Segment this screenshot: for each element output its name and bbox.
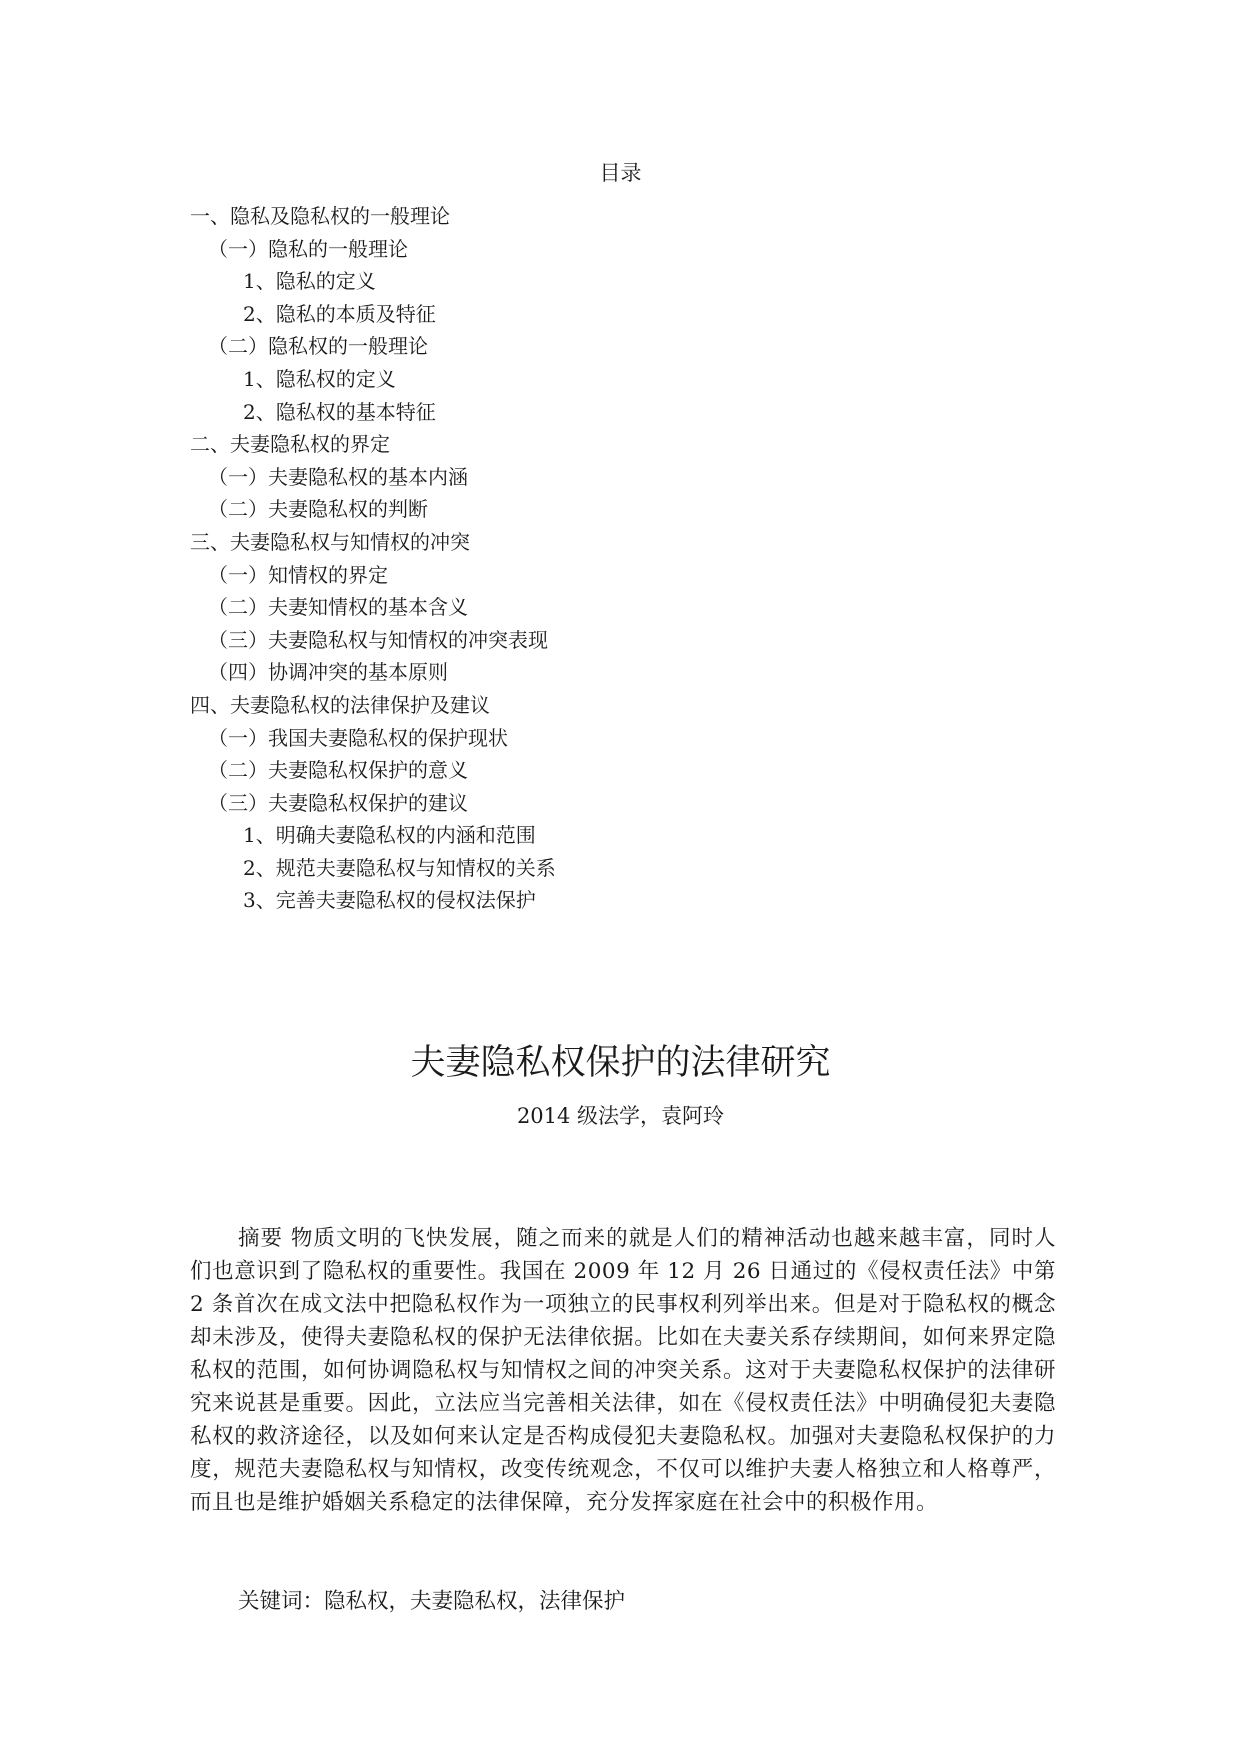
toc-entry: （二）夫妻隐私权保护的意义	[208, 758, 468, 783]
keywords-text: 隐私权，夫妻隐私权，法律保护	[324, 1589, 626, 1614]
document-subtitle: 2014 级法学，袁阿玲	[516, 1104, 725, 1128]
toc-entry: （一）夫妻隐私权的基本内涵	[208, 464, 468, 489]
keywords-separator: ：	[302, 1589, 325, 1614]
abstract-label: 摘要	[238, 1226, 284, 1251]
toc-title: 目录	[599, 161, 642, 185]
toc-entry: 1、隐私的定义	[243, 269, 376, 294]
toc-entry: 三、夫妻隐私权与知情权的冲突	[190, 529, 470, 554]
toc-entry: 1、隐私权的定义	[243, 366, 396, 391]
toc-entry: （三）夫妻隐私权保护的建议	[208, 790, 468, 815]
toc-entry: （二）夫妻隐私权的判断	[208, 497, 428, 522]
toc-entry: （一）我国夫妻隐私权的保护现状	[208, 725, 508, 750]
toc-entry: 一、隐私及隐私权的一般理论	[190, 204, 450, 228]
toc-entry: 2、隐私权的基本特征	[243, 399, 436, 424]
toc-entry: 二、夫妻隐私权的界定	[190, 432, 390, 457]
table-of-contents	[190, 200, 890, 917]
toc-entry: （二）夫妻知情权的基本含义	[208, 595, 468, 620]
abstract-text: 物质文明的飞快发展，随之而来的就是人们的精神活动也越来越丰富，同时人们也意识到了隐私权的重要性。我国在 2009 年 12 月 26 日通过的《侵权责任法》中第 2 条首次在成文法中把隐私权作为一项独立的民事权利列举出来。但是对于隐私权的概念却未涉及，使得夫妻隐私权的保护无法律依据。比如在夫妻关系存续期间，如何来界定隐私权的范围，如何协调隐私权与知情权之间的冲突关系。这对于夫妻隐私权保护的法律研究来说甚是重要。因此，立法应当完善相关法律，如在《侵权责任法》中明确侵犯夫妻隐私权的救济途径，以及如何来认定是否构成侵犯夫妻隐私权。加强对夫妻隐私权保护的力度，规范夫妻隐私权与知情权，改变传统观念，不仅可以维护夫妻人格独立和人格尊严，而且也是维护婚姻关系稳定的法律保障，充分发挥家庭在社会中的积极作用。	[190, 1226, 1056, 1515]
toc-entry: 1、明确夫妻隐私权的内涵和范围	[243, 823, 536, 848]
toc-entry: 3、完善夫妻隐私权的侵权法保护	[243, 888, 536, 913]
document-title: 夫妻隐私权保护的法律研究	[410, 1043, 831, 1083]
toc-entry: （四）协调冲突的基本原则	[208, 660, 448, 685]
toc-entry: 2、规范夫妻隐私权与知情权的关系	[243, 855, 556, 880]
toc-entry: （三）夫妻隐私权与知情权的冲突表现	[208, 627, 548, 652]
keywords-line	[238, 1585, 625, 1618]
abstract-paragraph	[190, 1222, 1056, 1519]
toc-entry: （一）知情权的界定	[208, 562, 388, 587]
toc-entry: 2、隐私的本质及特征	[243, 301, 436, 326]
toc-entry: （一）隐私的一般理论	[208, 236, 408, 261]
toc-entry: （二）隐私权的一般理论	[208, 334, 428, 359]
toc-entry: 四、夫妻隐私权的法律保护及建议	[190, 692, 490, 717]
keywords-label: 关键词	[238, 1589, 303, 1614]
